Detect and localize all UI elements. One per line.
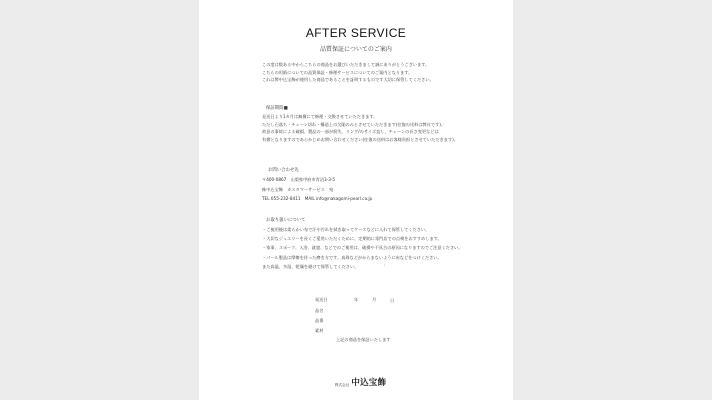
warranty-heading: 保証期間■: [266, 106, 288, 111]
contact-heading: お問い合わせ先: [268, 168, 299, 173]
company-name: 中込宝飾: [351, 378, 387, 388]
handling-line: ・ご使用後は柔らかい布で汗や汚れを拭き取ってケースなどに入れて保管してください。: [262, 227, 430, 232]
guarantee-statement: 上記の商品を保証いたします: [336, 337, 391, 342]
intro-paragraph: [262, 61, 692, 84]
intro-line: これは弊中込宝飾が使用した商品であることを証明するものです大切に保管してください。: [262, 77, 434, 83]
product-label: 品名: [315, 308, 324, 313]
warranty-line: ただし石落ち・チェーン切れ・構造上の欠陥のみとさせていただきます(往復の送料は弊社です)。: [262, 121, 446, 127]
month-label: 月: [372, 297, 377, 302]
handling-heading: お取り扱いについて: [266, 218, 306, 223]
tick-mark: ': [384, 264, 386, 269]
warranty-line: 見送日より1カ月は無償にて修理・交換させていただきます。: [262, 114, 378, 119]
contact-address: 〒400-0867 山梨県甲府市青沼3-3-5: [262, 177, 336, 182]
warranty-line: 有償となりますのであらかじめお問い合わせください(往復の送料はお客様負担とさせていただきます)。: [262, 136, 458, 142]
handling-line: また高温、多湿、乾燥を避けて保管してください。: [262, 263, 359, 269]
year-label: 年: [354, 297, 359, 302]
handling-line: ・大切なジュエリーを長くご愛用いただくために、定期的に専門店での点検をおすすめします。: [262, 236, 442, 242]
number-label: 品番: [315, 318, 324, 323]
day-label: 日: [390, 298, 395, 303]
warranty-line: 故意の事故による破損、製品の一部が紛失、リング/のサイズ直し、チェーンの長さ変更などは: [262, 129, 439, 135]
contact-section: [262, 175, 692, 204]
material-label: 素材: [315, 328, 324, 333]
handling-line: ・パール製品は摩擦を伴った磨き方です。真珠などがからまないように布などをつけください。: [262, 254, 442, 260]
company-logo: [335, 376, 386, 388]
contact-phone-mail: TEL 055-232-8411 MAIL info@nakagomi-pearl.co.jp: [262, 196, 373, 201]
handling-line: ・家事、スポーツ、入浴、就寝、などでのご使用は、破損や不具合の原因になりますのでご注意ください。: [262, 245, 463, 251]
intro-line: こちらの用紙についての品質保証・修理サービスについてのご案内となります。: [262, 69, 413, 75]
contact-department: 株中込宝飾 カスタマーサービス 宛: [262, 186, 334, 192]
document-title: AFTER SERVICE: [305, 26, 407, 40]
intro-line: この度は数ある中からこちらの商品をお選びいただきまして誠にありがとうございます。: [262, 62, 430, 67]
document-subtitle: 品質保証についてのご案内: [320, 46, 392, 53]
company-type: 株式会社: [335, 383, 350, 387]
date-label: 発送日: [315, 297, 328, 302]
handling-section: [262, 225, 692, 271]
warranty-section: [262, 113, 692, 143]
